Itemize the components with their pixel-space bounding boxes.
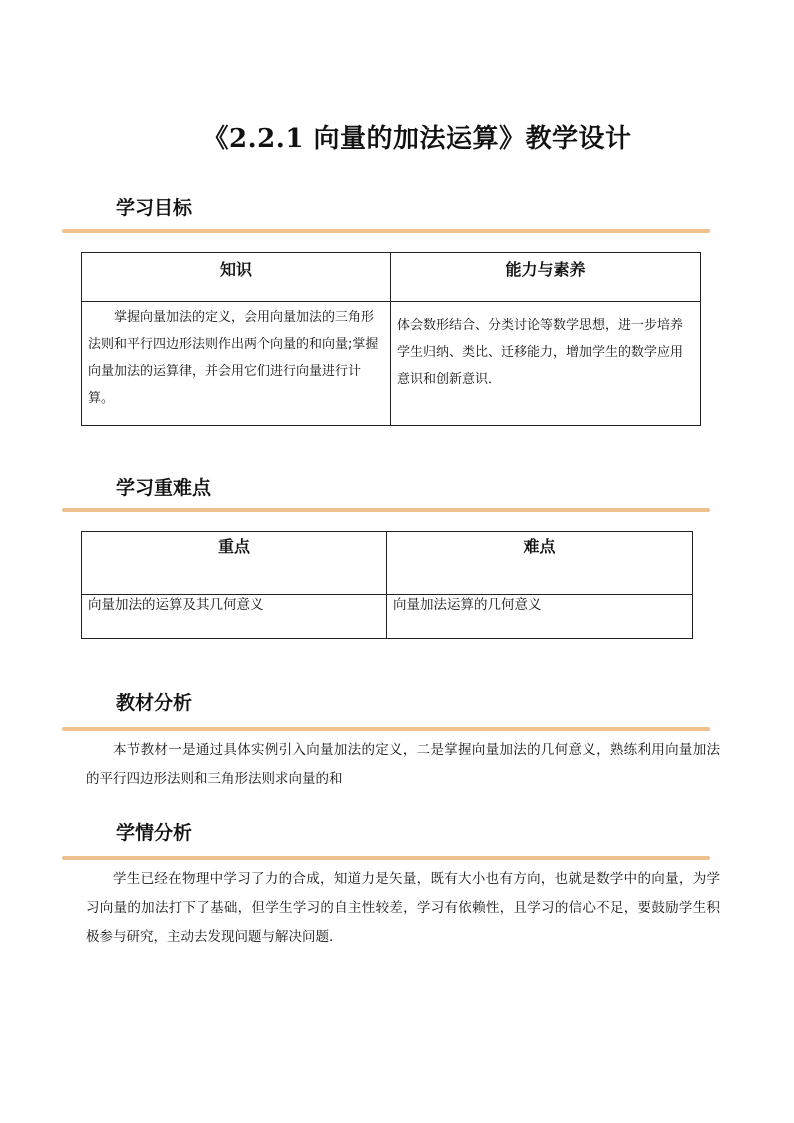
key-points-table-row — [82, 595, 693, 639]
key-points-divider — [62, 508, 710, 512]
table-header-ability: 能力与素养 — [391, 253, 701, 302]
key-points-heading: 学习重难点 — [116, 477, 212, 499]
key-point-text: 向量加法的运算及其几何意义 — [88, 597, 264, 613]
table-header-difficult: 难点 — [387, 532, 693, 595]
key-points-table — [81, 531, 693, 639]
key-point-cell — [82, 595, 387, 639]
objectives-table-row — [82, 302, 701, 426]
objectives-divider — [62, 229, 710, 233]
material-divider — [62, 727, 710, 731]
material-heading: 教材分析 — [116, 692, 193, 714]
material-paragraph: 本节教材一是通过具体实例引入向量加法的定义，二是掌握向量加法的几何意义，熟练利用向量加法的平行四边形法则和三角形法则求向量的和 — [86, 742, 720, 787]
students-heading: 学情分析 — [116, 822, 193, 844]
table-header-key: 重点 — [82, 532, 387, 595]
ability-cell — [391, 302, 701, 426]
objectives-heading: 学习目标 — [116, 197, 193, 219]
table-header-knowledge: 知识 — [82, 253, 391, 302]
difficult-point-text: 向量加法运算的几何意义 — [393, 597, 542, 613]
knowledge-text: 掌握向量加法的定义，会用向量加法的三角形法则和平行四边形法则作出两个向量的和向量;掌握向量加法的运算律，并会用它们进行向量进行计算。 — [88, 310, 379, 406]
objectives-table-header-row — [82, 253, 701, 302]
difficult-point-cell — [387, 595, 693, 639]
students-paragraph: 学生已经在物理中学习了力的合成，知道力是矢量，既有大小也有方向，也就是数学中的向量，为学习向量的加法打下了基础，但学生学习的自主性较差，学习有依赖性，且学习的信心不足，要鼓励学生积极参与研究，主动去发现问题与解决问题． — [86, 871, 720, 945]
objectives-table — [81, 252, 701, 426]
knowledge-cell — [82, 302, 391, 426]
key-points-table-header-row — [82, 532, 693, 595]
document-title: 《2.2.1 向量的加法运算》教学设计 — [202, 124, 632, 154]
students-divider — [62, 856, 710, 860]
ability-text: 体会数形结合、分类讨论等数学思想，进一步培养学生归纳、类比、迁移能力，增加学生的数学应用意识和创新意识． — [397, 318, 684, 387]
